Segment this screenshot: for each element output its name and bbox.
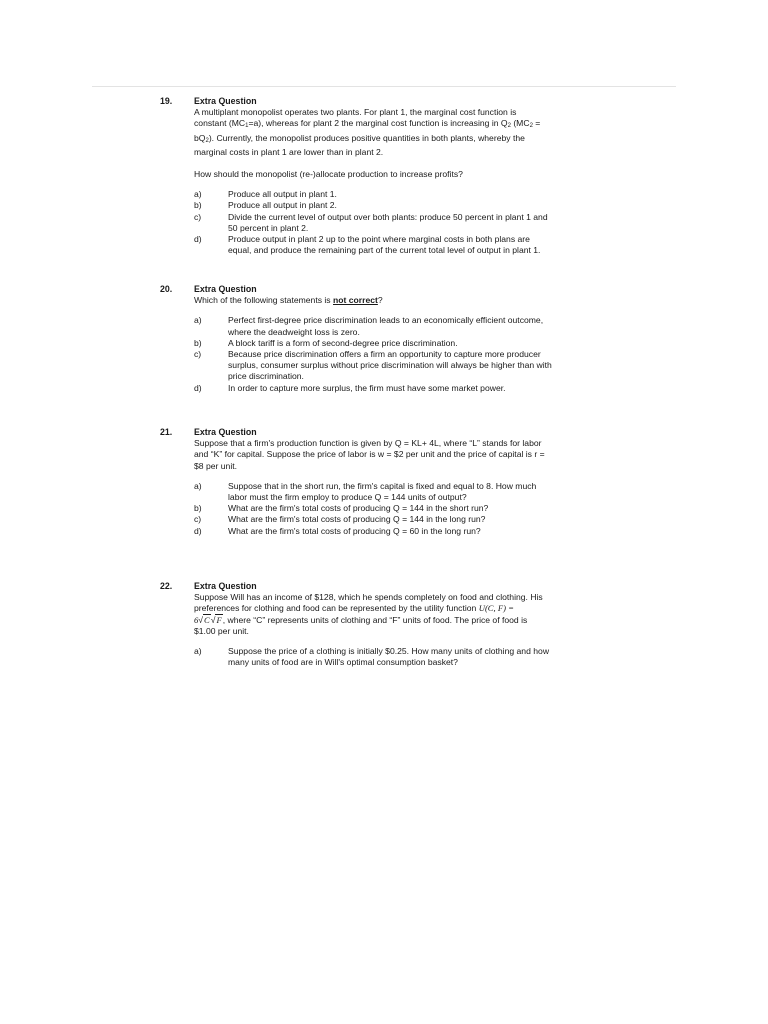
option-text-line: What are the firm's total costs of producing Q = 144 in the short run?: [228, 503, 489, 514]
option-text-line: Produce output in plant 2 up to the point where marginal costs in both plans are: [228, 234, 530, 245]
question-stem: Which of the following statements is not correct?: [194, 295, 383, 306]
option-text-line: where the deadweight loss is zero.: [228, 326, 360, 337]
option-text-line: many units of food are in Will's optimal consumption basket?: [228, 657, 458, 668]
option-text-line: labor must the firm employ to produce Q = 144 units of output?: [228, 492, 467, 503]
top-divider: [92, 86, 676, 87]
option-letter: a): [194, 189, 202, 200]
answer-option: [194, 503, 620, 514]
question-text-line: 6√C√F, where “C” represents units of clothing and “F” units of food. The price of food is: [194, 614, 528, 625]
option-text-line: Because price discrimination offers a firm an opportunity to capture more producer: [228, 349, 541, 360]
answer-option: [194, 514, 620, 525]
question-number: 20.: [160, 284, 173, 294]
question-text-line: Suppose that a firm's production function is given by Q = KL+ 4L, where “L” stands for labor: [194, 438, 542, 449]
option-text-line: Produce all output in plant 1.: [228, 189, 337, 200]
option-letter: a): [194, 315, 202, 326]
question-number: 21.: [160, 427, 173, 437]
option-letter: c): [194, 514, 202, 525]
answer-option: [194, 349, 620, 383]
utility-function: U(C, F) =: [478, 603, 514, 614]
question-body: [194, 96, 620, 256]
answer-option: [194, 481, 620, 503]
question-text-line: $1.00 per unit.: [194, 625, 249, 636]
question-text-line: marginal costs in plant 1 are lower than in plant 2.: [194, 146, 384, 157]
question-text-line: and “K” for capital. Suppose the price of labor is w = $2 per unit and the price of capital is r =: [194, 449, 545, 460]
question-title: Extra Question: [194, 581, 257, 591]
option-text-line: Perfect first-degree price discrimination leads to an economically efficient outcome,: [228, 315, 544, 326]
emphasis-text: not correct: [333, 295, 378, 306]
question-body: [194, 427, 620, 537]
option-letter: d): [194, 382, 202, 393]
question-number: 22.: [160, 581, 173, 591]
answer-option: [194, 526, 620, 537]
option-letter: d): [194, 525, 202, 536]
question-text-line: preferences for clothing and food can be represented by the utility function U(C, F) =: [194, 603, 514, 614]
answer-option: [194, 212, 620, 234]
option-letter: d): [194, 234, 202, 245]
question-body: [194, 284, 620, 394]
answer-options: [194, 315, 620, 393]
answer-option: [194, 234, 620, 256]
option-text-line: A block tariff is a form of second-degree price discrimination.: [228, 337, 458, 348]
option-text-line: price discrimination.: [228, 371, 304, 382]
answer-option: [194, 315, 620, 337]
option-letter: c): [194, 211, 202, 222]
option-text-line: Suppose that in the short run, the firm's capital is fixed and equal to 8. How much: [228, 480, 537, 491]
question-text-line: $bQ_2$). Currently, the monopolist produces positive quantities in both plants, whereby the: [194, 132, 525, 144]
question-body: [194, 581, 620, 668]
option-letter: b): [194, 200, 202, 211]
answer-options: [194, 189, 620, 256]
answer-option: [194, 189, 620, 200]
option-text-line: Suppose the price of a clothing is initially $0.25. How many units of clothing and how: [228, 646, 550, 657]
option-text-line: What are the firm's total costs of producing Q = 144 in the long run?: [228, 514, 486, 525]
option-text-line: Produce all output in plant 2.: [228, 200, 337, 211]
answer-options: [194, 481, 620, 537]
question-prompt: How should the monopolist (re-)allocate production to increase profits?: [194, 169, 463, 180]
question-text-line: $8 per unit.: [194, 460, 237, 471]
answer-option: [194, 646, 620, 668]
option-text-line: What are the firm's total costs of producing Q = 60 in the long run?: [228, 525, 481, 536]
question-text-line: A multiplant monopolist operates two plants. For plant 1, the marginal cost function is: [194, 107, 517, 118]
question-title: Extra Question: [194, 96, 257, 106]
option-letter: b): [194, 503, 202, 514]
answer-options: [194, 646, 620, 668]
option-letter: a): [194, 480, 202, 491]
option-letter: b): [194, 337, 202, 348]
question-title: Extra Question: [194, 284, 257, 294]
option-text-line: Divide the current level of output over both plants: produce 50 percent in plant 1 and: [228, 211, 548, 222]
question-text-line: Suppose Will has an income of $128, which he spends completely on food and clothing. His: [194, 592, 543, 603]
question-text-line: constant $(MC_1=a)$, whereas for plant 2 the marginal cost function is increasing in $Q_2$ ($MC_2$ =: [194, 118, 541, 130]
answer-option: [194, 200, 620, 211]
question-title: Extra Question: [194, 427, 257, 437]
option-letter: a): [194, 646, 202, 657]
option-letter: c): [194, 349, 202, 360]
answer-option: [194, 338, 620, 349]
question-number: 19.: [160, 96, 173, 106]
option-text-line: 50 percent in plant 2.: [228, 222, 309, 233]
option-text-line: surplus, consumer surplus without price discrimination will always be higher than with: [228, 360, 552, 371]
answer-option: [194, 383, 620, 394]
option-text-line: equal, and produce the remaining part of the current total level of output in plant 1.: [228, 245, 541, 256]
option-text-line: In order to capture more surplus, the firm must have some market power.: [228, 382, 506, 393]
